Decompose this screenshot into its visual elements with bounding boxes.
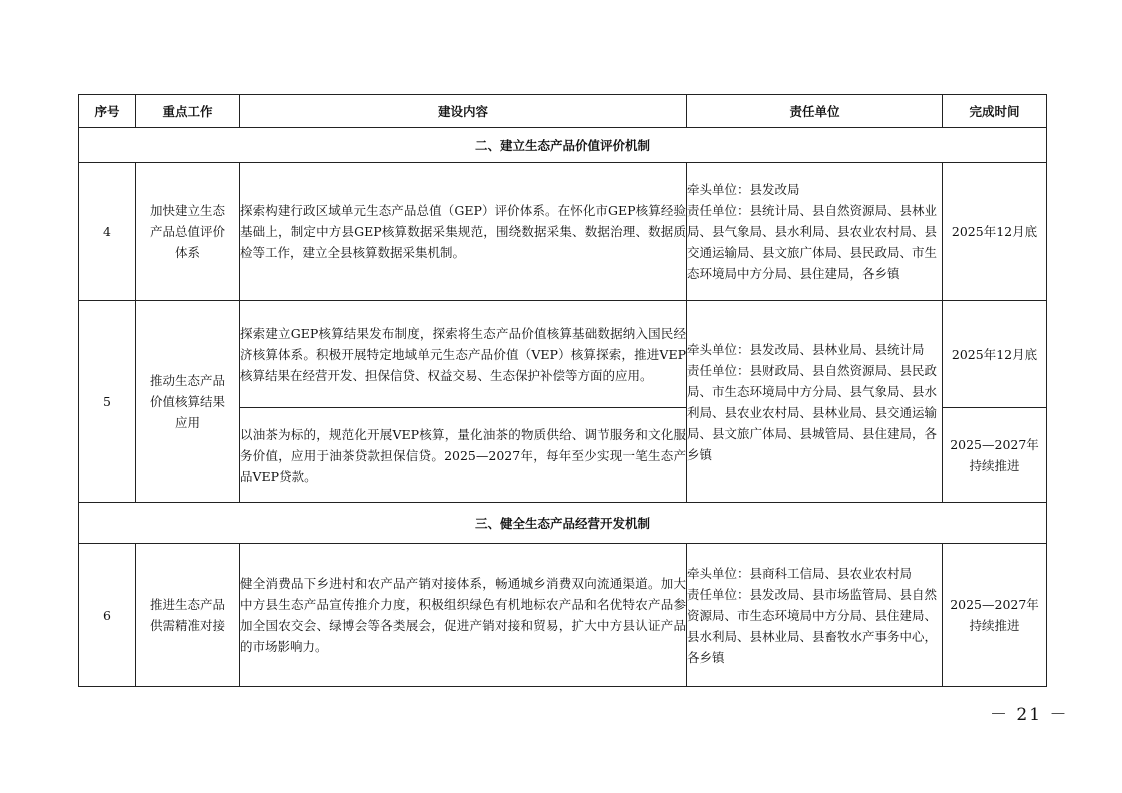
task-line: 推动生态产品 (149, 373, 225, 388)
header-content: 建设内容 (240, 95, 687, 128)
section-row (79, 128, 1047, 163)
row-unit (687, 301, 943, 503)
responsible-units: 责任单位：县发改局、县市场监管局、县自然资源局、市生态环境局中方分局、县住建局、县水利局、县林业局、县畜牧水产事务中心，各乡镇 (687, 586, 938, 665)
task-line: 推进生态产品 (149, 597, 225, 612)
section-title: 三、健全生态产品经营开发机制 (79, 503, 1047, 544)
row-content: 以油茶为标的，规范化开展VEP核算，量化油茶的物质供给、调节服务和文化服务价值，应用于油茶贷款担保信贷。2025—2027年，每年至少实现一笔生态产品VEP贷款。 (240, 408, 687, 503)
responsible-units: 责任单位：县统计局、县自然资源局、县林业局、县气象局、县水利局、县农业农村局、县交通运输局、县文旅广体局、县民政局、市生态环境局中方分局、县住建局，各乡镇 (687, 203, 938, 281)
row-task (136, 301, 240, 503)
work-plan-table (78, 94, 1047, 687)
table-row (79, 301, 1047, 408)
header-time: 完成时间 (943, 95, 1047, 128)
row-unit (687, 163, 943, 301)
time-line: 持续推进 (969, 618, 1020, 633)
header-task: 重点工作 (136, 95, 240, 128)
row-task (136, 163, 240, 301)
page-number: － 21 － (990, 705, 1069, 725)
table-row (79, 544, 1047, 687)
section-title: 二、建立生态产品价值评价机制 (79, 128, 1047, 163)
row-task (136, 544, 240, 687)
row-no: 4 (79, 163, 136, 301)
task-line: 加快建立生态 (149, 203, 225, 218)
header-no: 序号 (79, 95, 136, 128)
row-time: 2025年12月底 (943, 301, 1047, 408)
table-header-row (79, 95, 1047, 128)
row-time (943, 544, 1047, 687)
section-row (79, 503, 1047, 544)
task-line: 体系 (174, 245, 200, 260)
task-line: 产品总值评价 (149, 224, 225, 239)
row-content: 探索建立GEP核算结果发布制度，探索将生态产品价值核算基础数据纳入国民经济核算体系。积极开展特定地域单元生态产品价值（VEP）核算探索，推进VEP核算结果在经营开发、担保信贷、权益交易、生态保护补偿等方面的应用。 (240, 301, 687, 408)
responsible-units: 责任单位：县财政局、县自然资源局、县民政局、市生态环境局中方分局、县气象局、县水利局、县农业农村局、县林业局、县交通运输局、县文旅广体局、县城管局、县住建局，各乡镇 (687, 362, 938, 462)
row-time (943, 408, 1047, 503)
row-content: 探索构建行政区域单元生态产品总值（GEP）评价体系。在怀化市GEP核算经验基础上，制定中方县GEP核算数据采集规范，围绕数据采集、数据治理、数据质检等工作，建立全县核算数据采集机制。 (240, 163, 687, 301)
row-no: 6 (79, 544, 136, 687)
time-line: 持续推进 (969, 458, 1020, 473)
task-line: 供需精准对接 (149, 618, 225, 633)
lead-unit: 牵头单位：县发改局 (687, 182, 800, 197)
row-no: 5 (79, 301, 136, 503)
task-line: 应用 (174, 415, 200, 430)
row-unit (687, 544, 943, 687)
time-line: 2025—2027年 (950, 437, 1039, 452)
table-row (79, 163, 1047, 301)
time-line: 2025—2027年 (950, 597, 1039, 612)
lead-unit: 牵头单位：县商科工信局、县农业农村局 (687, 565, 913, 581)
row-content: 健全消费品下乡进村和农产品产销对接体系，畅通城乡消费双向流通渠道。加大中方县生态产品宣传推介力度，积极组织绿色有机地标农产品和名优特农产品参加全国农交会、绿博会等各类展会，促进产销对接和贸易，扩大中方县认证产品的市场影响力。 (240, 544, 687, 687)
task-line: 价值核算结果 (149, 394, 225, 409)
header-unit: 责任单位 (687, 95, 943, 128)
row-time: 2025年12月底 (943, 163, 1047, 301)
lead-unit: 牵头单位：县发改局、县林业局、县统计局 (687, 341, 925, 357)
